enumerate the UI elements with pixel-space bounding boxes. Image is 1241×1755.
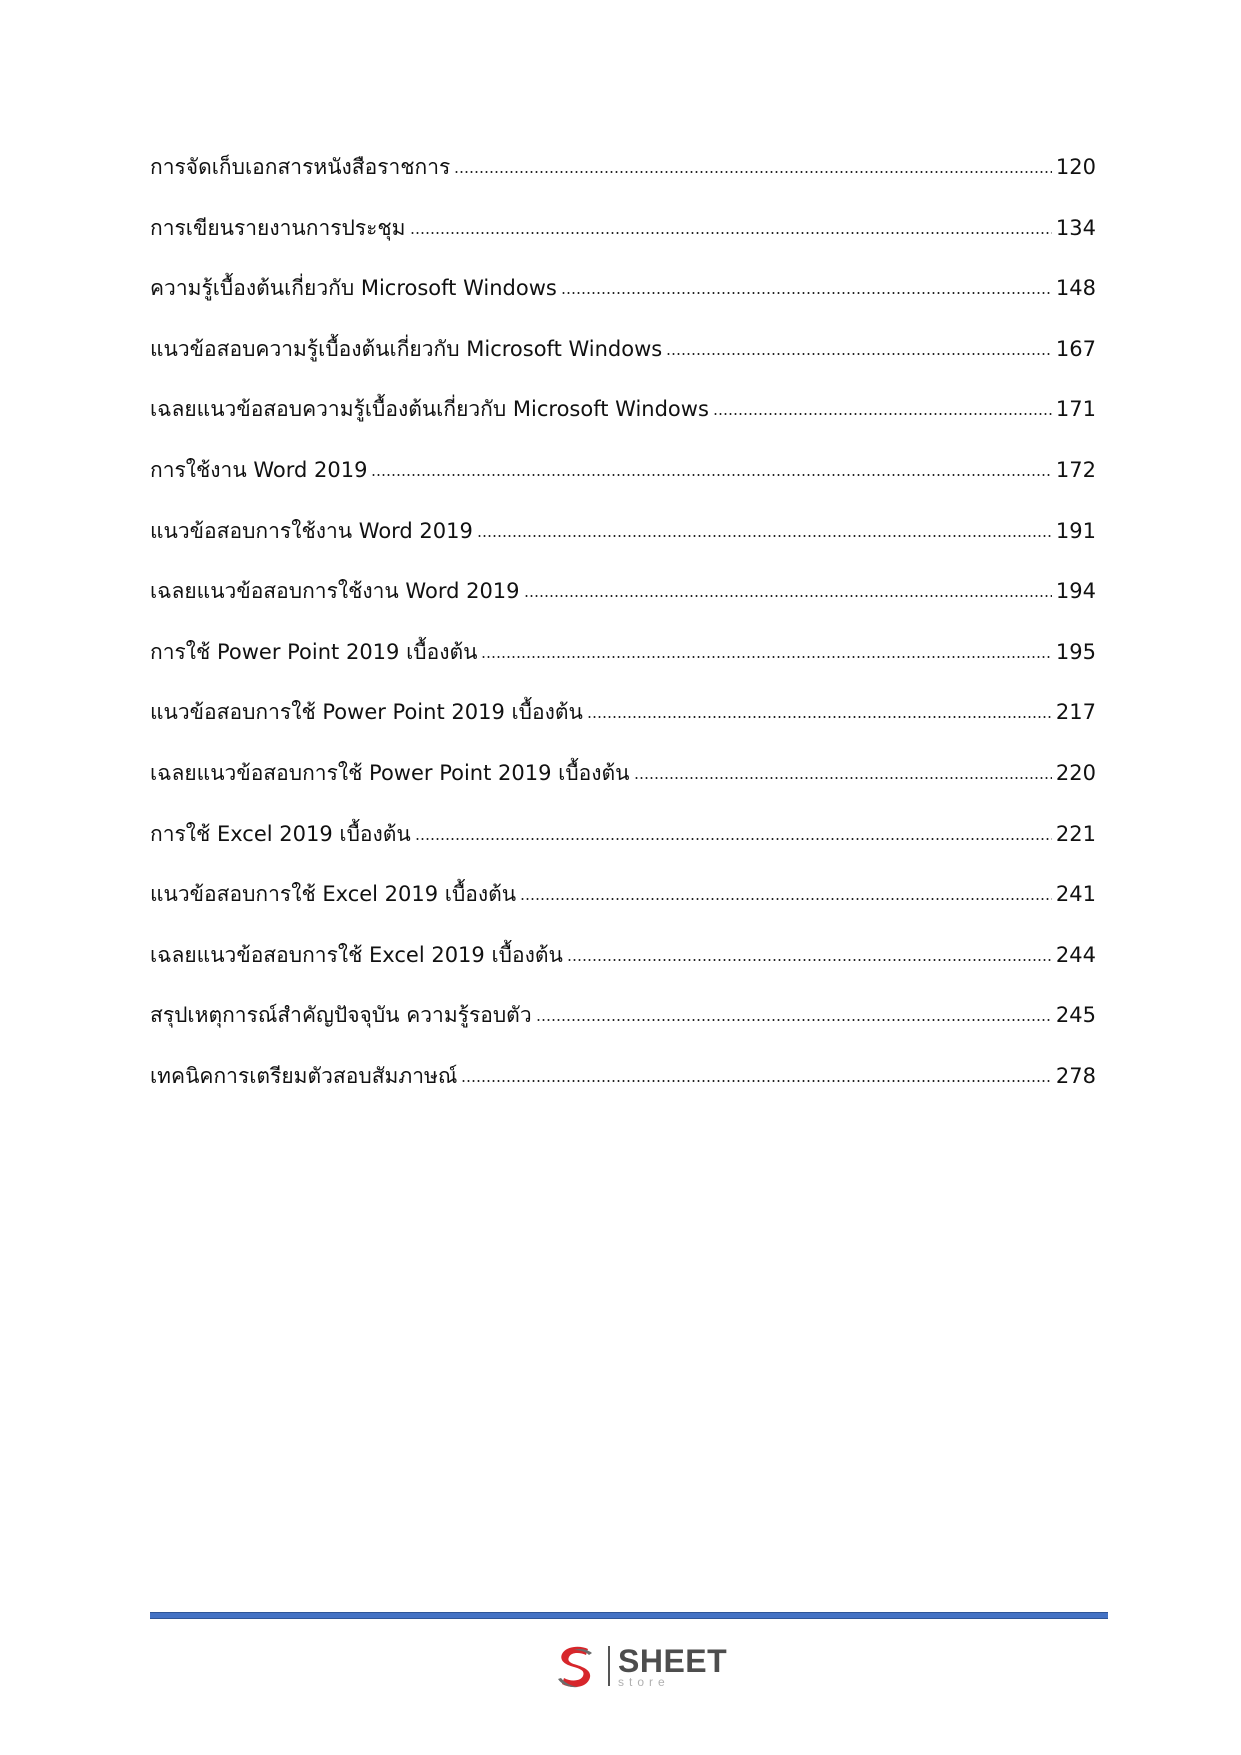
footer-divider [150, 1612, 1108, 1619]
toc-entry[interactable] [150, 759, 1096, 820]
toc-entry[interactable] [150, 941, 1096, 1002]
toc-entry-title: เฉลยแนวข้อสอบการใช้ Power Point 2019 เบื้องต้น [150, 760, 630, 785]
toc-entry[interactable] [150, 214, 1096, 275]
dot-leader [666, 353, 1052, 355]
dot-leader [520, 898, 1052, 900]
toc-entry-page: 245 [1055, 1003, 1096, 1028]
toc-entry-title: การเขียนรายงานการประชุม [150, 215, 406, 240]
toc-entry[interactable] [150, 395, 1096, 456]
toc-entry[interactable] [150, 880, 1096, 941]
toc-entry[interactable] [150, 577, 1096, 638]
toc-entry-page: 241 [1055, 882, 1096, 907]
toc-entry-title: เทคนิคการเตรียมตัวสอบสัมภาษณ์ [150, 1063, 458, 1088]
toc-entry-title: การใช้ Power Point 2019 เบื้องต้น [150, 639, 478, 664]
toc-entry-page: 120 [1055, 155, 1096, 179]
dot-leader [587, 716, 1052, 718]
toc-entry-page: 278 [1055, 1063, 1096, 1088]
toc-entry-page: 167 [1055, 336, 1096, 361]
toc-entry-page: 194 [1055, 579, 1096, 604]
toc-entry[interactable] [150, 517, 1096, 578]
dot-leader [477, 535, 1052, 537]
toc-entry-title: สรุปเหตุการณ์สำคัญปัจจุบัน ความรู้รอบตัว [150, 1003, 532, 1028]
dot-leader [415, 838, 1052, 840]
dot-leader [371, 474, 1051, 476]
toc-entry-title: แนวข้อสอบความรู้เบื้องต้นเกี่ยวกับ Microsoft Windows [150, 336, 663, 361]
dot-leader [536, 1019, 1052, 1021]
toc-entry[interactable] [150, 820, 1096, 881]
logo-subword: store [618, 1674, 670, 1689]
dot-leader [481, 656, 1051, 658]
dot-leader [634, 777, 1052, 779]
toc-entry-page: 220 [1055, 760, 1096, 785]
toc-entry-title: แนวข้อสอบการใช้งาน Word 2019 [150, 518, 473, 543]
logo-divider [608, 1646, 610, 1686]
dot-leader [561, 292, 1052, 294]
dot-leader [567, 959, 1052, 961]
toc-entry[interactable] [150, 335, 1096, 396]
toc-entry-title: แนวข้อสอบการใช้ Excel 2019 เบื้องต้น [150, 882, 517, 907]
toc-entry-page: 195 [1055, 639, 1096, 664]
toc-entry[interactable] [150, 456, 1096, 517]
table-of-contents [150, 153, 1096, 1123]
toc-entry-title: การใช้งาน Word 2019 [150, 457, 368, 482]
dot-leader [461, 1080, 1052, 1082]
toc-entry-page: 217 [1055, 700, 1096, 725]
toc-entry-page: 148 [1055, 276, 1096, 301]
toc-entry[interactable] [150, 1062, 1096, 1123]
toc-entry[interactable] [150, 698, 1096, 759]
toc-entry[interactable] [150, 153, 1096, 214]
toc-entry-page: 244 [1055, 942, 1096, 967]
sheet-store-logo [552, 1638, 727, 1694]
toc-entry-page: 172 [1055, 457, 1096, 482]
toc-entry-title: การจัดเก็บเอกสารหนังสือราชการ [150, 155, 451, 179]
toc-entry[interactable] [150, 638, 1096, 699]
toc-entry-page: 171 [1055, 397, 1096, 422]
toc-entry-title: การใช้ Excel 2019 เบื้องต้น [150, 821, 411, 846]
toc-entry[interactable] [150, 1001, 1096, 1062]
toc-entry-title: เฉลยแนวข้อสอบการใช้งาน Word 2019 [150, 579, 520, 604]
dot-leader [410, 232, 1052, 234]
toc-entry-title: ความรู้เบื้องต้นเกี่ยวกับ Microsoft Windows [150, 276, 557, 301]
sheet-store-s-logo-icon [552, 1641, 602, 1691]
toc-entry-page: 134 [1055, 215, 1096, 240]
toc-entry[interactable] [150, 274, 1096, 335]
toc-entry-page: 191 [1055, 518, 1096, 543]
logo-text [618, 1642, 728, 1689]
dot-leader [454, 171, 1052, 173]
dot-leader [524, 595, 1052, 597]
toc-entry-title: เฉลยแนวข้อสอบความรู้เบื้องต้นเกี่ยวกับ Microsoft Windows [150, 397, 709, 422]
dot-leader [713, 413, 1052, 415]
toc-entry-page: 221 [1055, 821, 1096, 846]
toc-entry-title: เฉลยแนวข้อสอบการใช้ Excel 2019 เบื้องต้น [150, 942, 563, 967]
toc-entry-title: แนวข้อสอบการใช้ Power Point 2019 เบื้องต้น [150, 700, 583, 725]
logo-word: SHEET [618, 1642, 728, 1679]
